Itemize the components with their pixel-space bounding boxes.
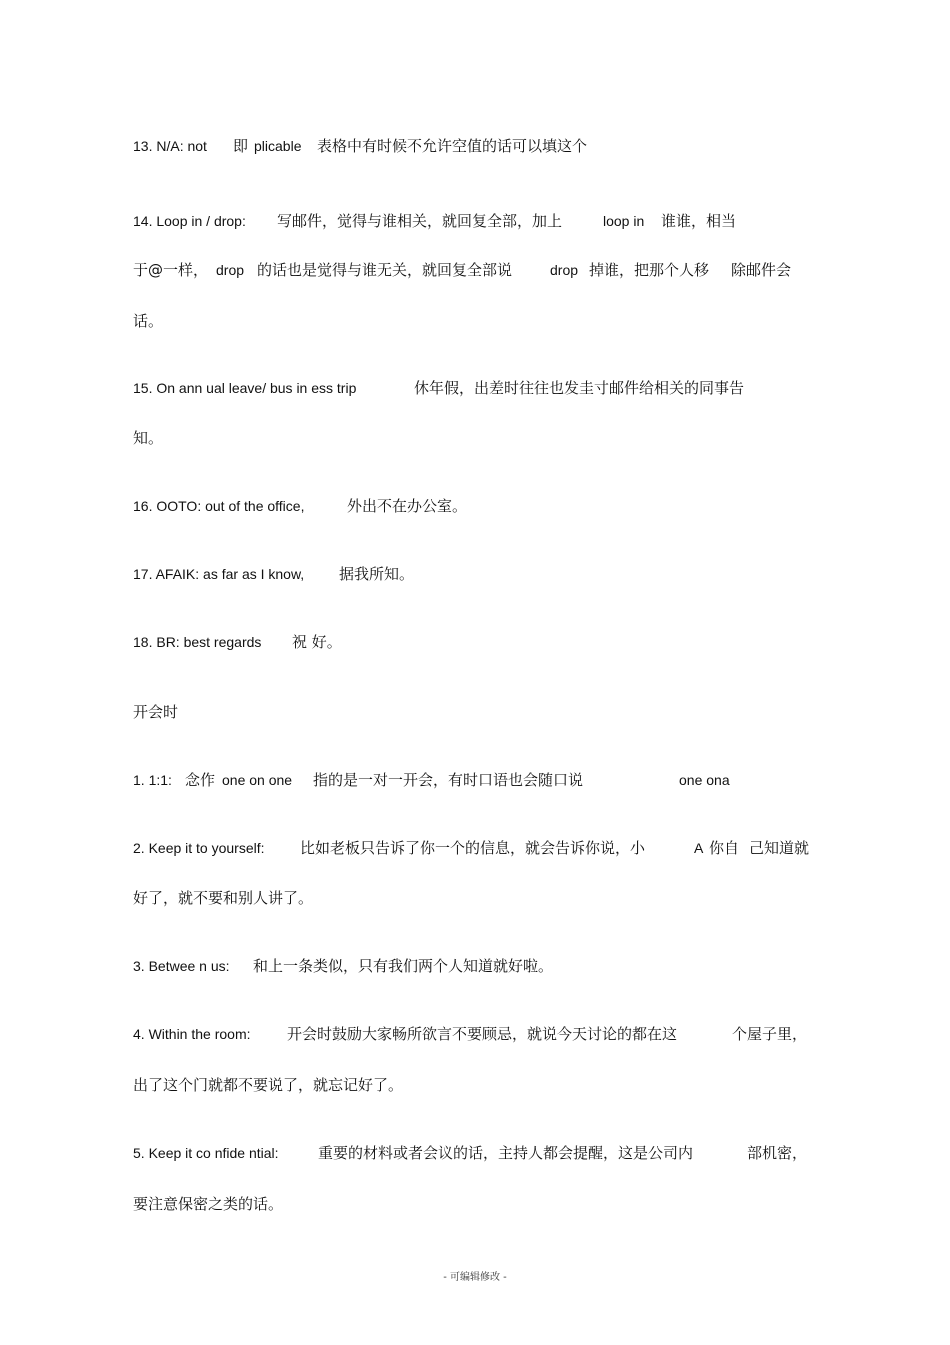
section-heading [133,702,333,722]
meeting-item-1-description: 念作 [185,771,216,789]
item-14-term: loop in [603,213,645,229]
meeting-item-1-term: 1. 1:1: [133,772,172,788]
meeting-item-2-description: 你自 [709,839,740,857]
item-14-description: 写邮件，觉得与谁相关，就回复全部，加上 [277,212,563,230]
item-14-description: 话。 [133,312,164,330]
meeting-item-4-description: 出了这个门就都不要说了，就忘记好了。 [133,1076,404,1094]
item-14-description: 除邮件会 [731,261,792,279]
meeting-item-4-description: 个屋子里， [732,1025,808,1043]
item-14-continued [133,260,833,280]
meeting-item-2 [133,838,833,858]
page-footer: - 可编辑修改 - [443,1272,507,1283]
item-16 [133,496,833,516]
item-16-term: 16. OOTO: out of the office, [133,498,305,514]
item-13-text: 即 [233,137,249,155]
meeting-item-1-description: 指的是一对一开会，有时口语也会随口说 [313,771,584,789]
meeting-item-5 [133,1143,833,1163]
item-16-description: 外出不在办公室。 [347,497,468,515]
meeting-item-2-term: A [694,840,704,856]
item-14-term: drop [216,262,245,278]
item-14-description: 掉谁，把那个人移 [589,261,710,279]
item-14-description: 谁谁，相当 [661,212,737,230]
item-17 [133,564,833,584]
meeting-item-1-term: one ona [679,772,730,788]
item-13-term: 13. N/A: not [133,138,207,154]
meeting-item-5-term: 5. Keep it co nfide ntial: [133,1145,279,1161]
meeting-item-2-description: 己知道就 [749,839,810,857]
item-17-description: 据我所知。 [339,565,415,583]
meeting-item-2-continued [133,888,533,908]
item-14 [133,211,833,231]
meeting-item-2-term: 2. Keep it to yourself: [133,840,265,856]
meeting-item-5-description: 部机密， [747,1144,808,1162]
section-heading-text: 开会时 [133,703,179,721]
meeting-item-3-term: 3. Betwee n us: [133,958,230,974]
item-13-description: 表格中有时候不允许空值的话可以填这个 [317,137,588,155]
item-15-description: 休年假，出差时往往也发圭寸邮件给相关的同事告 [414,379,745,397]
meeting-item-3 [133,956,833,976]
meeting-item-4-description: 开会时鼓励大家畅所欲言不要顾忌，就说今天讨论的都在这 [287,1025,678,1043]
meeting-item-5-continued [133,1194,533,1214]
item-14-continued [133,311,233,331]
meeting-item-3-description: 和上一条类似，只有我们两个人知道就好啦。 [253,957,554,975]
meeting-item-4-term: 4. Within the room: [133,1026,251,1042]
item-14-term: 14. Loop in / drop: [133,213,246,229]
item-17-term: 17. AFAIK: as far as I know, [133,566,305,582]
item-13 [133,136,833,156]
meeting-item-4 [133,1024,833,1044]
item-13-term: plicable [254,138,302,154]
item-18-term: 18. BR: best regards [133,634,262,650]
item-18-description: 祝 好。 [292,633,342,651]
item-15-continued [133,428,233,448]
item-18 [133,632,833,652]
item-15 [133,378,833,398]
item-14-description: 的话也是觉得与谁无关，就回复全部说 [257,261,513,279]
meeting-item-1 [133,770,833,790]
meeting-item-5-description: 要注意保密之类的话。 [133,1195,284,1213]
item-15-term: 15. On ann ual leave/ bus in ess trip [133,380,357,396]
meeting-item-5-description: 重要的材料或者会议的话，主持人都会提醒，这是公司内 [318,1144,694,1162]
item-14-description: 于@一样， [133,261,209,279]
item-14-term: drop [550,262,579,278]
item-15-description: 知。 [133,429,164,447]
meeting-item-1-term: one on one [222,772,293,788]
meeting-item-4-continued [133,1075,533,1095]
meeting-item-2-description: 比如老板只告诉了你一个的信息，就会告诉你说，小 [300,839,646,857]
meeting-item-2-description: 好了，就不要和别人讲了。 [133,889,314,907]
